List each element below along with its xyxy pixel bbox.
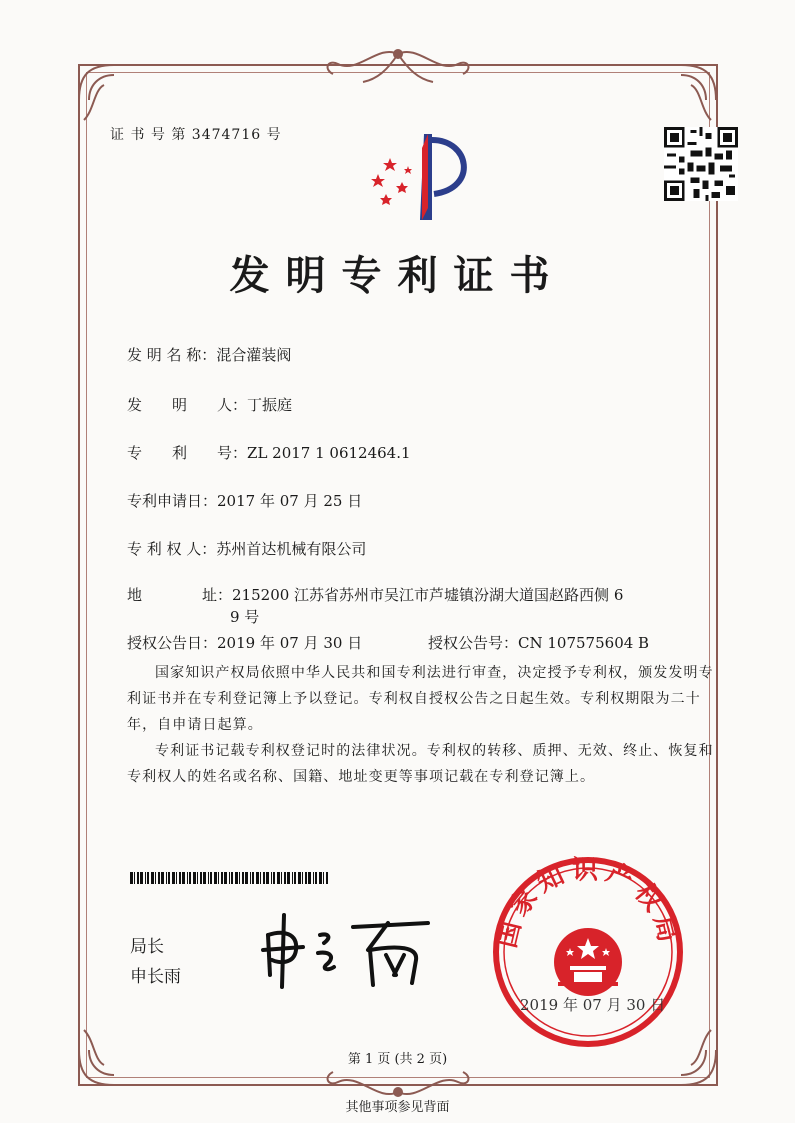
field-label: 发 明 人：: [127, 396, 248, 414]
statement-paragraph: 国家知识产权局依照中华人民共和国专利法进行审查，决定授予专利权，颁发发明专利证书并在专利登记簿上予以登记。专利权自授权公告之日起生效。专利权期限为二十年，自申请日起算。: [127, 665, 714, 733]
certificate-number: 证 书 号 第 3474716 号: [110, 127, 282, 143]
field-value: 2019 年 07 月 30 日: [217, 634, 363, 652]
footer-note: 其他事项参见背面: [345, 1100, 450, 1115]
field-grant-announcement-number: [428, 632, 649, 653]
field-label: 授权公告号：: [428, 634, 519, 652]
patent-office-logo-icon: [360, 128, 480, 224]
field-grant-announcement-date: [127, 632, 362, 653]
top-ornament-icon: [318, 44, 478, 94]
official-seal: [488, 852, 688, 1052]
field-value: 混合灌装阀: [216, 346, 292, 364]
field-value: ZL 2017 1 0612464.1: [247, 444, 411, 462]
field-application-date: [127, 490, 362, 511]
field-address-line2: 9 号: [230, 608, 260, 626]
field-value: 丁振庭: [247, 396, 293, 414]
seal-text: 国家知识产权局: [491, 855, 685, 951]
seal-date: 2019 年 07 月 30 日: [520, 996, 666, 1014]
barcode-icon: [130, 872, 330, 884]
field-label: 地 址：: [127, 586, 233, 604]
field-patentee: [127, 538, 366, 559]
statement-paragraph: 专利证书记载专利权登记时的法律状况。专利权的转移、质押、无效、终止、恢复和专利权人的姓名或名称、国籍、地址变更等事项记载在专利登记簿上。: [127, 743, 714, 785]
field-label: 发 明 名 称：: [127, 346, 217, 364]
field-value: 2017 年 07 月 25 日: [217, 492, 363, 510]
field-label: 专 利 号：: [127, 444, 248, 462]
qr-code-icon: [664, 127, 738, 201]
field-label: 专利申请日：: [127, 492, 218, 510]
field-address: [127, 584, 623, 605]
field-value: 215200 江苏省苏州市吴江市芦墟镇汾湖大道国赵路西侧 6: [232, 586, 624, 604]
field-inventor: [127, 394, 292, 415]
field-value: 苏州首达机械有限公司: [216, 540, 367, 558]
field-label: 授权公告日：: [127, 634, 218, 652]
certificate-title: 发明专利证书: [229, 252, 566, 299]
field-label: 专 利 权 人：: [127, 540, 217, 558]
field-value: CN 107575604 B: [518, 634, 650, 652]
field-invention-name: [127, 344, 291, 365]
page-number: 第 1 页 (共 2 页): [347, 1052, 448, 1067]
field-patent-number: [127, 442, 411, 463]
director-title: 局长: [130, 937, 164, 957]
director-signature: [258, 905, 438, 990]
director-name: 申长雨: [130, 967, 181, 987]
